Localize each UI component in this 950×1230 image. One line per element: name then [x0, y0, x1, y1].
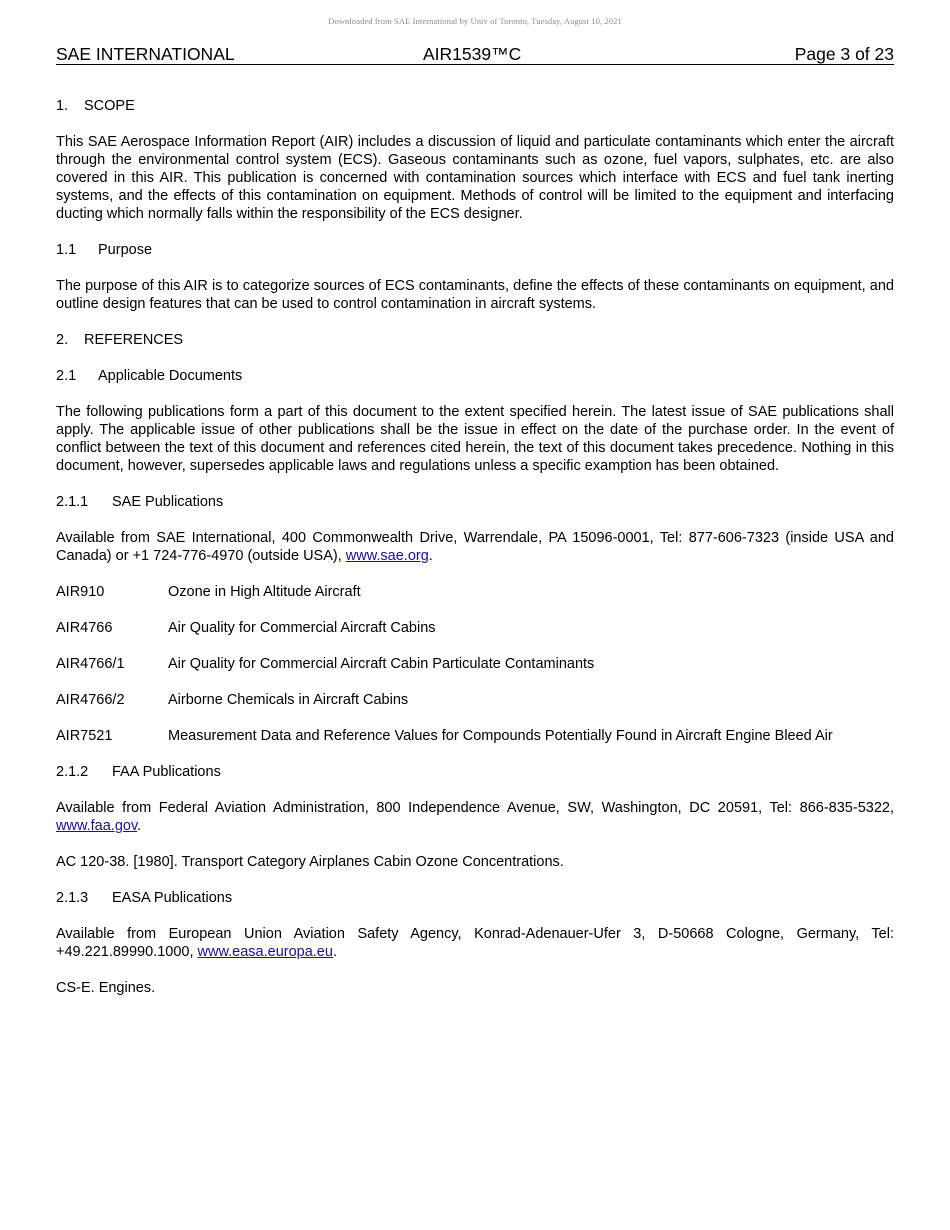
section-number: 1.1 — [56, 242, 77, 258]
easa-website-link[interactable]: www.easa.europa.eu — [197, 944, 333, 960]
section-2-1-2-heading — [56, 763, 894, 781]
availability-text: Available from SAE International, 400 Commonwealth Drive, Warrendale, PA 15096-0001, Tel: 877-606-7323 (inside USA and Canada) or +1 724-776-4970 (outside USA), — [56, 530, 894, 564]
section-number: 1. — [56, 98, 69, 114]
purpose-paragraph: The purpose of this AIR is to categorize sources of ECS contaminants, define the effects of these contaminants on equipment, and outline design features that can be used to control contamination in aircraft systems. — [56, 278, 894, 312]
reference-row — [56, 691, 894, 709]
section-2-1-1-heading — [56, 493, 894, 511]
faa-availability-paragraph — [56, 799, 894, 835]
document-body — [56, 97, 894, 997]
header-doc-id: AIR1539™C — [423, 44, 522, 64]
section-number: 2.1.2 — [56, 764, 89, 780]
reference-title: Measurement Data and Reference Values for Compounds Potentially Found in Aircraft Engine Bleed Air — [168, 728, 833, 744]
section-number: 2.1.3 — [56, 890, 89, 906]
section-1-1-heading — [56, 241, 894, 259]
reference-row — [56, 619, 894, 637]
download-watermark: Downloaded from SAE International by Univ of Toronto, Tuesday, August 10, 2021 — [328, 16, 622, 26]
reference-row — [56, 583, 894, 601]
section-2-1-3-heading — [56, 889, 894, 907]
section-title: FAA Publications — [112, 764, 221, 780]
reference-code: AIR7521 — [56, 728, 113, 744]
reference-row — [56, 727, 894, 745]
section-title: REFERENCES — [84, 332, 184, 348]
section-title: SCOPE — [84, 98, 135, 114]
scope-paragraph: This SAE Aerospace Information Report (AIR) includes a discussion of liquid and particulate contaminants which enter the aircraft through the environmental control system (ECS). Gaseous contaminants such as ozone, fuel vapors, sulphates, etc. are also covered in this AIR. This publication is concerned with contamination sources which interface with ECS and fuel tank inerting systems, and the effects of this contamination on equipment. Methods of control will be limited to the equipment and interfacing ducting which normally falls within the responsibility of the ECS designer. — [56, 134, 894, 222]
reference-code: AIR910 — [56, 584, 105, 600]
reference-code: AIR4766/1 — [56, 656, 125, 672]
faa-website-link[interactable]: www.faa.gov — [56, 818, 138, 834]
section-2-heading — [56, 331, 894, 349]
header-page-number: Page 3 of 23 — [794, 44, 894, 64]
section-number: 2.1.1 — [56, 494, 89, 510]
section-1-heading — [56, 97, 894, 115]
availability-suffix: . — [428, 548, 433, 564]
reference-title: Air Quality for Commercial Aircraft Cabin Particulate Contaminants — [168, 656, 595, 672]
section-2-1-heading — [56, 367, 894, 385]
reference-title: Airborne Chemicals in Aircraft Cabins — [168, 692, 409, 708]
faa-reference: AC 120-38. [1980]. Transport Category Airplanes Cabin Ozone Concentrations. — [56, 854, 564, 870]
reference-row — [56, 655, 894, 673]
section-title: Applicable Documents — [98, 368, 243, 384]
easa-reference: CS-E. Engines. — [56, 980, 156, 996]
section-number: 2.1 — [56, 368, 77, 384]
availability-suffix: . — [137, 818, 142, 834]
reference-code: AIR4766/2 — [56, 692, 125, 708]
availability-text: Available from Federal Aviation Administration, 800 Independence Avenue, SW, Washington, DC 20591, Tel: 866-835-5322, — [56, 800, 894, 816]
reference-title: Ozone in High Altitude Aircraft — [168, 584, 361, 600]
sae-availability-paragraph — [56, 529, 894, 565]
availability-text: Available from European Union Aviation Safety Agency, Konrad-Adenauer-Ufer 3, D-50668 Cologne, Germany, Tel: +49.221.89990.1000, — [56, 926, 894, 960]
section-title: SAE Publications — [112, 494, 224, 510]
page-header — [56, 44, 894, 65]
sae-website-link[interactable]: www.sae.org — [345, 548, 429, 564]
section-title: Purpose — [98, 242, 153, 258]
availability-suffix: . — [332, 944, 337, 960]
section-title: EASA Publications — [112, 890, 233, 906]
reference-code: AIR4766 — [56, 620, 113, 636]
easa-availability-paragraph — [56, 925, 894, 961]
header-org: SAE INTERNATIONAL — [56, 44, 235, 64]
reference-title: Air Quality for Commercial Aircraft Cabins — [168, 620, 436, 636]
section-number: 2. — [56, 332, 69, 348]
applicable-documents-paragraph: The following publications form a part of this document to the extent specified herein. The latest issue of SAE publications shall apply. The applicable issue of other publications shall be the issue in effect on the date of the purchase order. In the event of conflict between the text of this document and references cited herein, the text of this document takes precedence. Nothing in this document, however, supersedes applicable laws and regulations unless a specific examption has been obtained. — [56, 404, 894, 474]
